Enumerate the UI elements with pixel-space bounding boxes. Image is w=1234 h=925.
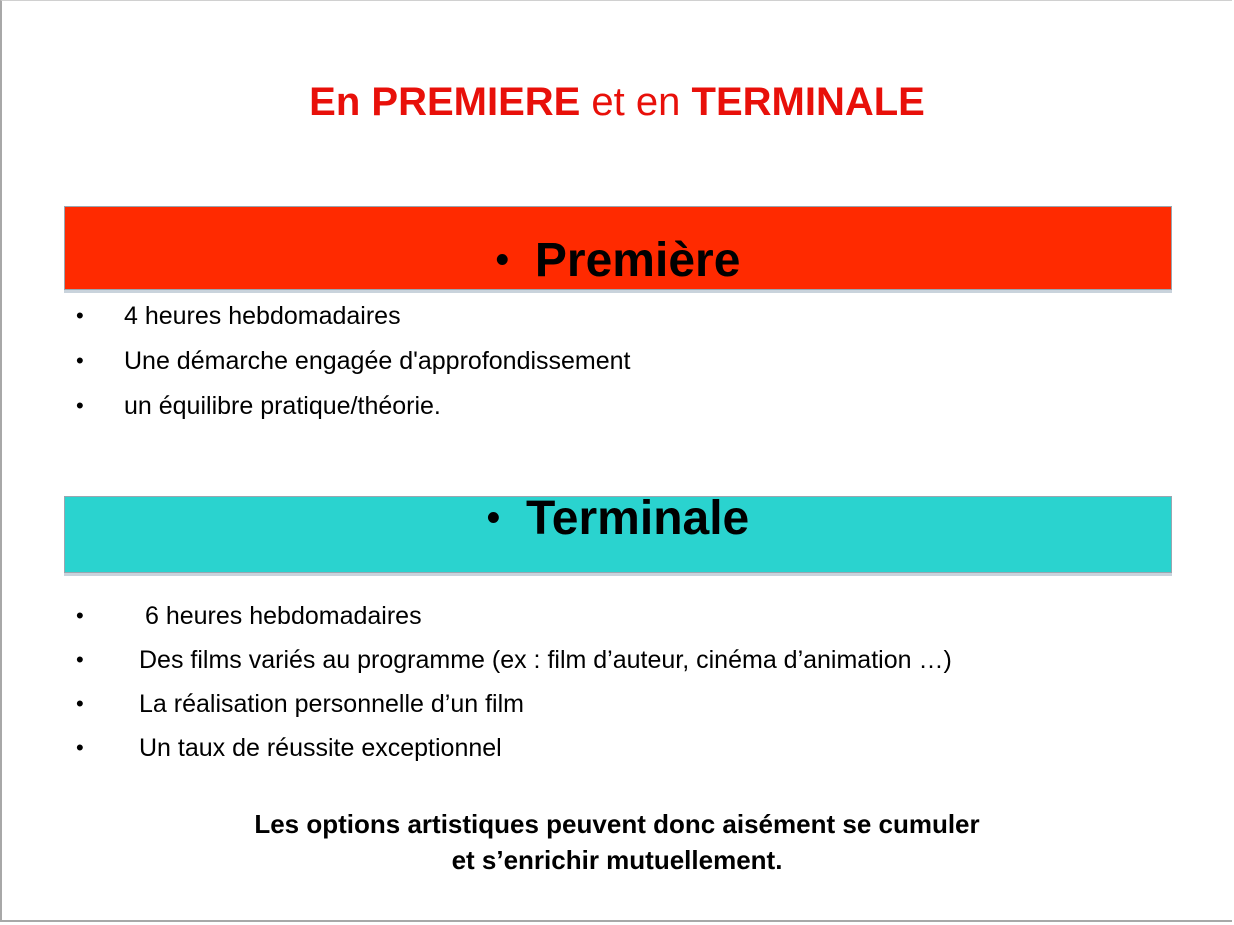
bullet-icon: • [495,239,509,281]
footer-note [0,806,1234,878]
title-connector: et en [580,80,692,124]
title-premiere: En PREMIERE [309,80,581,124]
list-item-text: Un taux de réussite exceptionnel [139,734,502,762]
bullet-icon: • [76,647,84,672]
list-item-text: 6 heures hebdomadaires [145,602,422,630]
bullet-icon: • [486,497,501,539]
premiere-banner [64,206,1172,290]
bullet-icon: • [76,303,84,328]
footer-line-2: et s’enrichir mutuellement. [451,845,783,875]
bullet-icon: • [76,348,84,373]
footer-line-1: Les options artistiques peuvent donc aisément se cumuler [254,809,980,839]
list-item-text: La réalisation personnelle d’un film [139,690,524,718]
bullet-icon: • [76,603,84,628]
slide-title [0,80,1234,125]
terminale-heading [65,491,1171,546]
premiere-heading [65,233,1171,288]
premiere-heading-text: Première [534,234,741,287]
terminale-banner [64,492,1172,573]
title-terminale: TERMINALE [691,80,925,124]
bullet-icon: • [76,691,84,716]
list-item-text: Une démarche engagée d'approfondissement [124,347,631,375]
list-item-text: 4 heures hebdomadaires [124,302,401,330]
bullet-icon: • [76,393,84,418]
bullet-icon: • [76,735,84,760]
list-item-text: un équilibre pratique/théorie. [124,392,441,420]
list-item-text: Des films variés au programme (ex : film d’auteur, cinéma d’animation …) [139,646,952,674]
terminale-heading-text: Terminale [526,492,750,545]
